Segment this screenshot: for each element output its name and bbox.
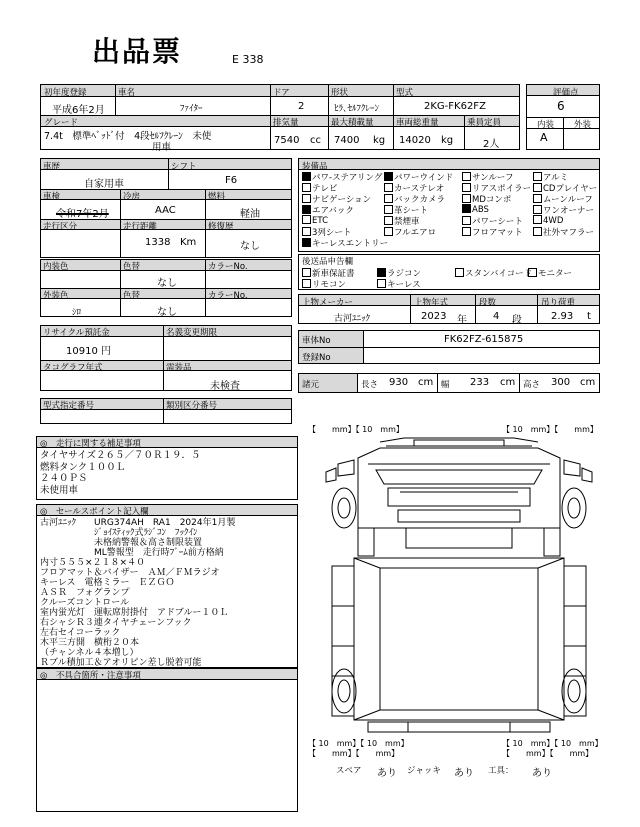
crane-stages-unit: 段 [512,315,522,326]
equipment-item [533,215,563,226]
equipment-item-label: 社外マフラー [543,228,595,238]
grade-value-line2: 用車 [152,142,172,153]
rating-value: 6 [557,99,565,113]
spare-label: スペア [336,766,362,776]
retrofit-item [528,267,572,279]
checked-box-icon [384,172,393,181]
exterior-label: 外装 [574,120,592,130]
shift-label: シフト [171,162,197,172]
unchecked-box-icon [384,216,393,225]
ac-label: 冷房 [123,192,141,202]
model-label: 型式 [396,88,414,98]
tools-value: あり [532,768,552,779]
gvw-label: 車両総重量 [396,118,439,128]
mileage-unit: Km [180,237,197,248]
inspection-value: 令和7年2月 [56,209,109,220]
equipment-item-label: 3列シート [312,228,352,238]
repair-value: なし [240,241,260,252]
equipment-item-label: ナビゲーション [312,195,372,205]
equipment-item [533,226,594,238]
sales-line: （チャンネル４本増し） [40,648,139,658]
tire-rear-left-inner: 【 mm】【 mm】 [308,749,400,758]
equipment-item-label: ムーンルーフ [543,195,593,205]
int-color-change-label: 色替 [123,262,141,272]
crane-maker-value: 古河ﾕﾆｯｸ [334,314,371,324]
class-no-label: 類別区分番号 [166,401,218,411]
interior-value: A [540,131,548,144]
equipment-item-label: パワ-ステアリング [312,173,383,183]
capacity-value: 2人 [483,139,500,150]
equipment-item-label: ABS [472,205,489,215]
capacity-label: 乗員定員 [467,118,502,128]
unchecked-box-icon [533,194,542,203]
shift-value: F6 [225,175,238,186]
doors-value: 2 [298,101,305,112]
equipment-item-label: 革シート [394,206,429,216]
name-change-label: 名義変更期限 [166,328,218,338]
equipment-label: 装備品 [302,162,328,172]
crane-stages-value: 4 [493,311,500,322]
sales-point-lines [40,518,235,668]
recycle-value: 10910 円 [66,346,111,357]
jack-label: ジャッキ [407,766,441,776]
grade-value-line1: 7.4t 標準ﾍﾞｯﾄﾞ付 4段ｾﾙﾌｸﾚｰﾝ 未使 [44,131,212,142]
unchecked-box-icon [533,205,542,214]
equipment-item [302,215,328,226]
equipment-item [462,204,489,215]
max-load-value: 7400 [334,135,360,146]
equipment-item-label: サンルーフ [472,173,514,183]
retrofit-item-label: 新車保証書 [312,269,355,279]
max-load-label: 最大積載量 [331,118,374,128]
unchecked-box-icon [302,194,311,203]
unchecked-box-icon [384,183,393,192]
sales-line: クルーズコントロール [40,598,130,608]
equipment-item-label: CDプレイヤー [543,184,598,194]
crane-stages-label: 段数 [479,298,497,308]
reg-no-label: 登録No [302,353,331,363]
ext-color-change-label: 色替 [123,291,141,301]
defects-label: ◎ 不具合箇所・注意事項 [40,671,141,681]
tire-rear-right-outer: 【 10 mm】【 10 mm】 [502,739,603,748]
car-name-label: 車名 [118,88,136,98]
crane-year-value: 2023 [421,311,447,322]
unchecked-box-icon [462,216,471,225]
tire-rear-right-inner: 【 mm】【 mm】 [502,749,594,758]
unchecked-box-icon [462,172,471,181]
car-name-value: ﾌｧｲﾀｰ [180,104,203,114]
height-unit: cm [580,377,596,388]
checked-box-icon [302,238,311,247]
retrofit-item-label: モニター [538,269,573,279]
equipment-item [462,226,523,238]
equipment-item-label: MDコンポ [472,195,512,205]
tacho-label: タコグラフ年式 [43,363,103,373]
supplement-line: タイヤサイズ２６５／７０Ｒ１９．５ [40,450,201,461]
sales-point-label: ◎ セールスポイント記入欄 [40,507,149,517]
equipment-item-label: テレビ [312,184,338,194]
gvw-value: 14020 [399,135,431,146]
sales-line: 未格納警報＆高さ制限装置 [40,538,203,548]
unchecked-box-icon [462,183,471,192]
tire-front-right: 【 10 mm】【 mm】 [502,425,598,434]
first-reg-value: 平成6年2月 [52,105,105,116]
checked-box-icon [377,268,386,277]
unchecked-box-icon [528,268,537,277]
supplement-line: 未使用車 [40,484,79,496]
retrofit-item-label: リモコン [312,280,347,290]
unchecked-box-icon [533,172,542,181]
chassis-value: FK62FZ-615875 [444,334,524,345]
jack-value: あり [454,768,474,779]
vehicle-diagram [318,436,600,738]
mileage-label: 走行距離 [123,222,158,232]
sales-line: フロアマット＆バイザー ＡＭ／ＦＭラジオ [40,568,220,578]
unchecked-box-icon [302,227,311,236]
sales-line: キーレス 電格ミラー ＥＺＧＯ [40,578,175,588]
sales-line: 室内蛍光灯 運転席肘掛付 アドブルー１０Ｌ [40,608,229,618]
height-label: 高さ [523,380,541,390]
retrofit-label: 後送品申告欄 [302,257,354,267]
equipment-item-label: キーレスエントリー [312,239,389,249]
equipment-item-label: バックカメラ [394,195,446,205]
rating-label: 評価点 [553,88,579,98]
tire-rear-left-outer: 【 10 mm】【 10 mm】 [308,739,409,748]
supplement-line: 燃料タンク１００Ｌ [40,461,126,473]
equipment-item-label: フルエアロ [394,228,437,238]
sales-line: Ｒブル積加工＆アオリピン差し脱着可能 [40,658,202,668]
supplement-lines [40,450,201,496]
length-label: 長さ [361,380,379,390]
fuel-label: 燃料 [208,192,226,202]
doors-label: ドア [273,88,290,98]
retrofit-item [302,278,346,290]
equipment-item-label: パワーシート [472,217,523,227]
crane-lift-unit: t [587,311,591,322]
grade-label: グレード [44,118,79,128]
unchecked-box-icon [302,215,311,224]
crane-year-label: 上物年式 [414,298,449,308]
sales-line: ML警報型 走行時ﾌﾞｰﾑ前方格納 [40,548,224,558]
width-value: 233 [470,377,490,388]
unchecked-box-icon [462,194,471,203]
equipment-item-label: カーステレオ [394,184,445,194]
unchecked-box-icon [462,227,471,236]
ext-color-value: ｼﾛ [72,308,82,318]
width-unit: cm [500,377,516,388]
checked-box-icon [462,204,471,213]
sales-line: 右シャシＲ３連タイヤチェーンフック [40,618,192,628]
mileage-value: 1338 [145,237,171,248]
sales-line: 左右セイコーラック [40,628,121,638]
equipment-item-label: 4WD [543,216,564,226]
ext-color-change-value: なし [157,307,177,318]
history-label: 車歴 [43,162,61,172]
equipment-item-label: パワーウインド [394,173,454,183]
checked-box-icon [302,172,311,181]
supplement-label: ◎ 走行に関する補足事項 [40,439,141,449]
inspection-label: 車検 [43,192,61,202]
equipment-item-label: ETC [312,216,328,226]
history-value: 自家用車 [84,179,124,190]
crane-maker-label: 上物メーカー [302,298,353,308]
ac-value: AAC [155,205,176,216]
tools-label: 工具： [488,766,514,776]
gvw-unit: kg [441,135,454,146]
length-unit: cm [418,377,434,388]
retrofit-item-label: キーレス [387,280,421,290]
spare-value: あり [377,768,397,779]
unchecked-box-icon [302,183,311,192]
crane-lift-value: 2.93 [551,311,574,322]
tire-front-left: 【 mm】【 10 mm】 [308,425,404,434]
height-value: 300 [551,377,571,388]
ext-color-no-label: カラーNo. [208,291,248,301]
supplement-line: ２４０ＰＳ [40,473,88,484]
repair-label: 修復歴 [208,222,234,232]
page-title: 出品票 [92,35,183,68]
displacement-value: 7540 [274,135,300,146]
unchecked-box-icon [455,268,464,277]
length-value: 930 [389,377,409,388]
unchecked-box-icon [302,268,311,277]
int-color-no-label: カラーNo. [208,262,248,272]
mileage-cat-label: 走行区分 [43,222,78,232]
sales-line: 木平三方開 横桁２０本 [40,638,140,648]
crane-lift-label: 吊り荷重 [541,298,576,308]
max-load-unit: kg [373,135,386,146]
unchecked-box-icon [384,205,393,214]
crane-year-unit: 年 [457,315,467,326]
sales-line: 古河ﾕﾆｯｸ URG374AH RA1 2024年1月製 [40,518,236,528]
unchecked-box-icon [533,183,542,192]
equipment-item-label: リアスポイラー [472,184,532,194]
equipment-item-label: 禁煙車 [394,217,420,227]
equipment-item-label: エアバック [312,206,354,216]
retrofit-item [377,278,421,290]
retrofit-item-label: スタンバイコード [465,269,533,279]
displacement-label: 排気量 [273,118,299,128]
equipment-item [302,237,388,249]
shape-value: ﾋﾗ､ｾﾙﾌｸﾚｰﾝ [334,104,380,114]
unchecked-box-icon [377,279,386,288]
recycle-label: リサイクル預託金 [43,328,110,338]
retrofit-item [455,267,532,279]
interior-label: 内装 [537,120,555,130]
displacement-unit: cc [310,135,321,146]
ext-color-label: 外装色 [43,291,69,301]
lot-number: E 338 [232,53,264,66]
chassis-label: 車体No [302,336,331,346]
equipment-item [384,226,436,238]
equipment-item-label: フロアマット [472,228,523,238]
int-color-label: 内装色 [43,262,69,272]
int-color-change-value: なし [157,278,177,289]
first-reg-label: 初年度登録 [44,88,87,98]
fuel-value: 軽油 [240,209,260,220]
model-value: 2KG-FK62FZ [424,101,486,112]
unchecked-box-icon [384,227,393,236]
unchecked-box-icon [302,279,311,288]
sales-line: 内寸５５５×２１８×４０ [40,558,146,568]
sales-line: ｼﾞｮｲｽﾃｨｯｸ式ﾗｼﾞｺﾝ ﾌｯｸｲﾝ [40,528,198,538]
equipment-item-label: アルミ [543,173,569,183]
sales-line: ＡＳＲ フォグランプ [40,588,130,598]
unchecked-box-icon [384,194,393,203]
equipment-item-label: ワンオーナー [543,206,595,216]
unchecked-box-icon [533,227,542,236]
required-value: 未検査 [210,381,240,392]
unchecked-box-icon [533,215,542,224]
width-label: 幅 [441,380,450,390]
dims-label: 諸元 [302,380,320,390]
required-label: 需装品 [166,363,192,373]
retrofit-item-label: ラジコン [387,269,422,279]
checked-box-icon [302,205,311,214]
type-no-label: 型式指定番号 [43,401,95,411]
shape-label: 形状 [331,88,349,98]
